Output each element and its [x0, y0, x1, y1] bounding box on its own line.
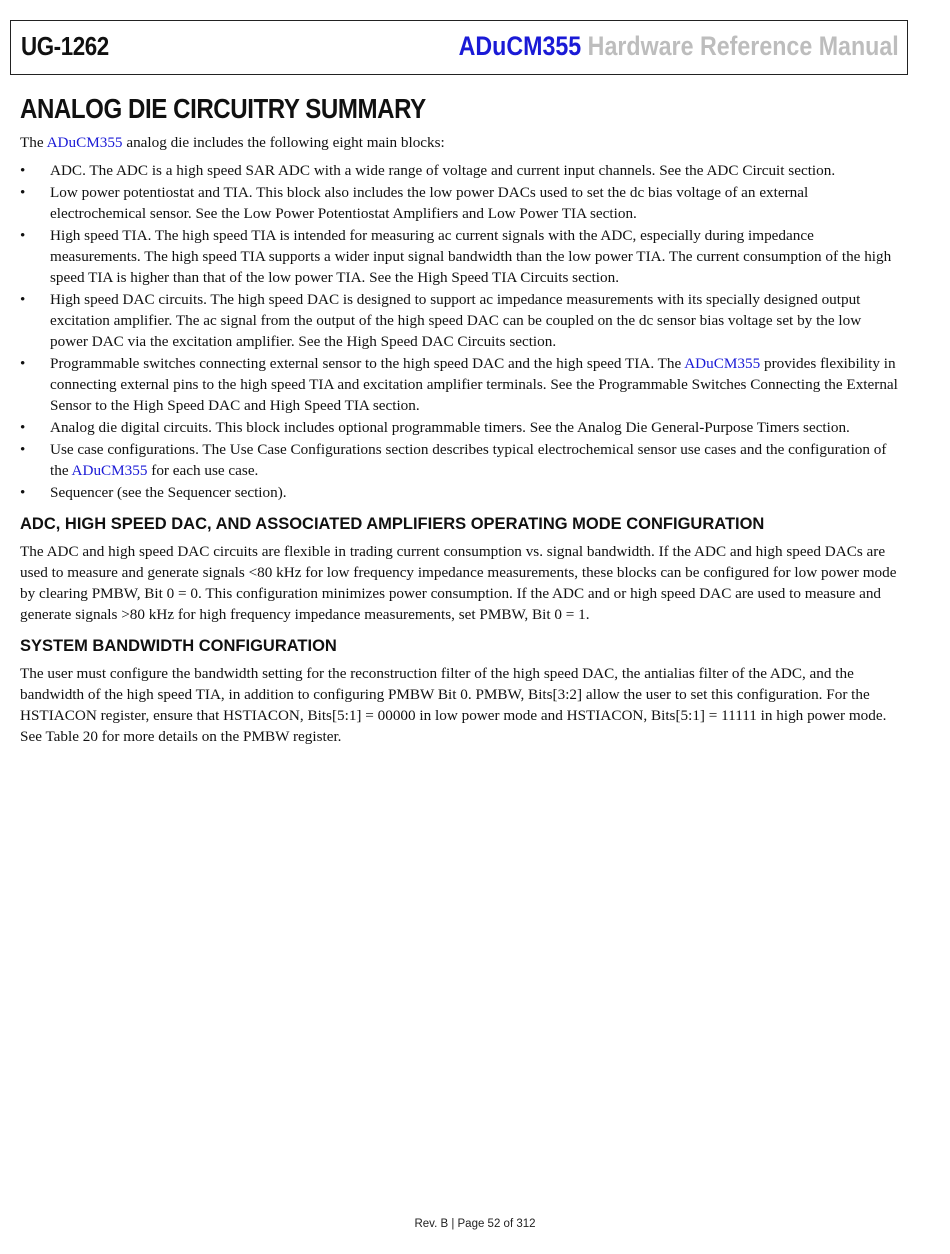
list-item: • Sequencer (see the Sequencer section). [20, 484, 287, 501]
page-header [10, 20, 908, 75]
bullet: • [20, 355, 26, 372]
bullet: • [20, 419, 26, 436]
list-item: • ADC. The ADC is a high speed SAR ADC with a wide range of voltage and current input channels. See the ADC Circuit section. [20, 162, 836, 179]
section-title: ANALOG DIE CIRCUITRY SUMMARY [20, 93, 426, 124]
manual-name: Hardware Reference Manual [587, 31, 899, 61]
aducm355-link[interactable]: ADuCM355 [684, 355, 761, 372]
page-footer: Rev. B | Page 52 of 312 [414, 1218, 536, 1230]
product-name-link[interactable]: ADuCM355 [458, 31, 582, 61]
bullet: • [20, 291, 26, 308]
list-item: • High speed DAC circuits. The high speed DAC is designed to support ac impedance measurements with its specially designed output excitation amplifier. The ac signal from the output of the high speed DAC can be coupled on the dc sensor bias voltage set by the low power DAC via the excitation amplifier. See the High Speed DAC Circuits section. [20, 291, 862, 350]
bullet: • [20, 484, 26, 501]
bullet: • [20, 162, 26, 179]
intro-paragraph: The ADuCM355 analog die includes the following eight main blocks: [20, 134, 445, 151]
mode-config-paragraph: The ADC and high speed DAC circuits are flexible in trading current consumption vs. signal bandwidth. If the ADC and high speed DACs are used to measure and generate signals <80 kHz for low frequency impedance measurements, these blocks can be configured for low power mode by clearing PMBW, Bit 0 = 0. This configuration minimizes power consumption. If the ADC and or high speed DAC are used to measure and generate signals >80 kHz for high frequency impedance measurements, set PMBW, Bit 0 = 1. [20, 543, 897, 623]
aducm355-link[interactable]: ADuCM355 [46, 134, 123, 151]
bullet: • [20, 441, 26, 458]
document-title [459, 31, 899, 62]
bullet: • [20, 184, 26, 201]
main-blocks-list [20, 160, 900, 503]
bandwidth-config-paragraph: The user must configure the bandwidth setting for the reconstruction filter of the high speed DAC, the antialias filter of the ADC, and the bandwidth of the high speed TIA, in addition to configuring PMBW Bit 0. PMBW, Bits[3:2] allow the user to set this configuration. For the HSTIACON register, ensure that HSTIACON, Bits[5:1] = 00000 in low power mode and HSTIACON, Bits[5:1] = 11111 in high power mode. See Table 20 for more details on the PMBW register. [20, 665, 887, 745]
aducm355-link[interactable]: ADuCM355 [71, 462, 148, 479]
bandwidth-config-heading: SYSTEM BANDWIDTH CONFIGURATION [20, 637, 337, 655]
list-item: • Programmable switches connecting external sensor to the high speed DAC and the high speed TIA. The ADuCM355 provides flexibility in connecting external pins to the high speed TIA and excitation amplifier terminals. See the Programmable Switches Connecting the External Sensor to the High Speed DAC and High Speed TIA section. [20, 355, 898, 414]
mode-config-heading: ADC, HIGH SPEED DAC, AND ASSOCIATED AMPLIFIERS OPERATING MODE CONFIGURATION [20, 515, 765, 533]
document-id: UG-1262 [21, 31, 109, 61]
list-item: • Analog die digital circuits. This block includes optional programmable timers. See the Analog Die General-Purpose Timers section. [20, 419, 850, 436]
page-content [20, 90, 900, 747]
list-item: • Use case configurations. The Use Case Configurations section describes typical electrochemical sensor use cases and the configuration of the ADuCM355 for each use case. [20, 441, 887, 479]
list-item: • Low power potentiostat and TIA. This block also includes the low power DACs used to set the dc bias voltage of an external electrochemical sensor. See the Low Power Potentiostat Amplifiers and Low Power TIA section. [20, 184, 809, 222]
bullet: • [20, 227, 26, 244]
list-item: • High speed TIA. The high speed TIA is intended for measuring ac current signals with the ADC, especially during impedance measurements. The high speed TIA supports a wider input signal bandwidth than the low power TIA. The current consumption of the high speed TIA is higher than that of the low power TIA. See the High Speed TIA Circuits section. [20, 227, 892, 286]
